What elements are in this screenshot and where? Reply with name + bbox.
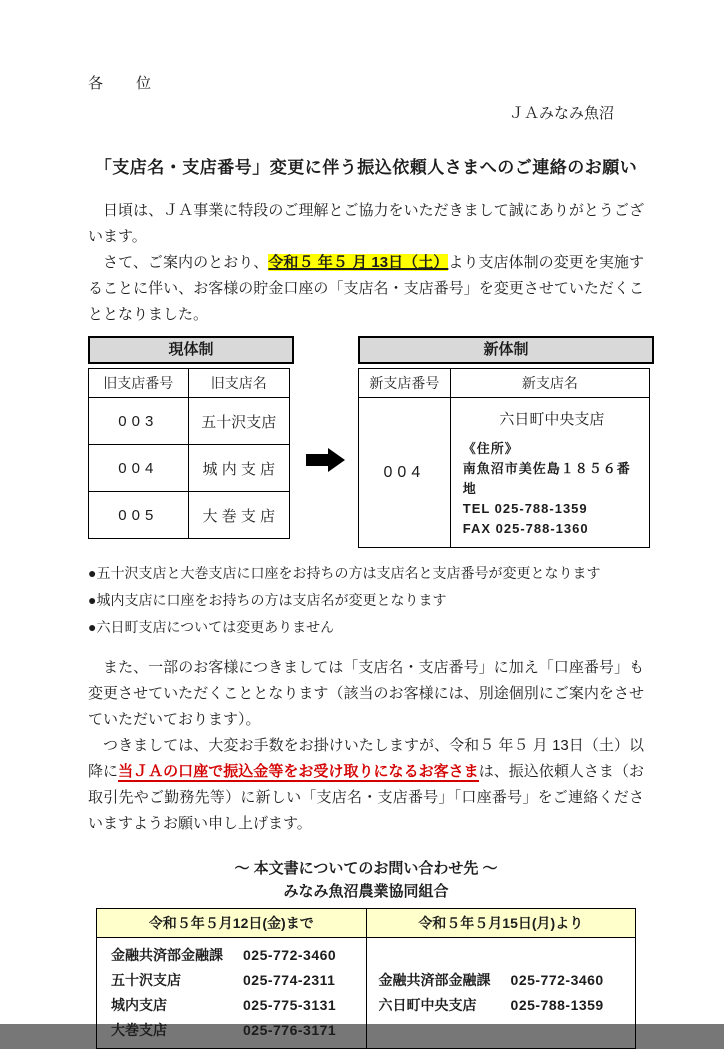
current-system-block [88, 336, 294, 539]
list-item: ●五十沢支店と大巻支店に口座をお持ちの方は支店名と支店番号が変更となります [88, 565, 601, 581]
date-highlight: 令和５ 年５ 月 13日（土） [268, 254, 449, 271]
address-label: 《住所》 [462, 441, 519, 456]
intro-line-2-before: さて、ご案内のとおり、 [88, 254, 269, 271]
contact-after-header: 令和５年５月15日(月)より [366, 909, 635, 938]
sender-name: ＪＡみなみ魚沼 [508, 105, 614, 122]
current-system-caption: 現体制 [88, 336, 294, 364]
contact-phone: 025-774-2311 [243, 972, 336, 988]
recipient-line: 各 位 [88, 75, 153, 92]
contact-before-cell [97, 938, 367, 1049]
list-item: ●六日町支店については変更ありません [88, 619, 335, 635]
contact-before-header: 令和５年５月12日(金)まで [97, 909, 367, 938]
contact-after-cell [366, 938, 635, 1049]
table-row [89, 398, 290, 445]
body-paragraph [88, 655, 644, 837]
arrow-head [328, 448, 345, 472]
current-system-table [88, 368, 290, 539]
contact-row [111, 993, 366, 1018]
contact-phone: 025-772-3460 [510, 972, 604, 988]
new-system-table [358, 368, 650, 548]
old-branch-name: 城 内 支 店 [188, 445, 289, 492]
body-request-before: つきましては、大変お手数をお掛けいたしますが、令和５ 年５ 月 13日（土）以降に [88, 737, 644, 780]
arrow-shaft [306, 454, 328, 466]
old-branch-number-header: 旧支店番号 [89, 369, 189, 398]
new-branch-number: 004 [359, 398, 451, 548]
body-paragraph-account-note: また、一部のお客様につきましては「支店名・支店番号」に加え「口座番号」も変更させていただくこととなります（該当のお客様には、別途個別にご案内をさせていただいております）。 [88, 659, 644, 728]
contact-organization: みなみ魚沼農業協同組合 [283, 883, 449, 900]
old-branch-name: 五十沢支店 [188, 398, 289, 445]
contact-phone: 025-772-3460 [243, 947, 337, 963]
new-system-block [358, 336, 654, 548]
new-branch-name: 六日町中央支店 [499, 411, 605, 428]
contact-row [111, 943, 366, 968]
old-branch-number: 004 [89, 445, 189, 492]
old-branch-name: 大 巻 支 店 [188, 492, 289, 539]
table-row [89, 445, 290, 492]
old-branch-number: 003 [89, 398, 189, 445]
list-item: ●城内支店に口座をお持ちの方は支店名が変更となります [88, 592, 447, 608]
intro-paragraph [88, 198, 644, 328]
contact-name: 大巻支店 [111, 1022, 167, 1038]
branch-tel: TEL 025-788-1359 [462, 501, 588, 516]
new-branch-details [450, 398, 649, 548]
table-row [89, 492, 290, 539]
contact-row [379, 993, 635, 1018]
intro-line-1: 日頃は、ＪＡ事業に特段のご理解とご協力をいただきまして誠にありがとうございます。 [88, 202, 644, 245]
notes-list [88, 560, 644, 641]
right-arrow-icon [306, 448, 345, 472]
document-title: 「支店名・支店番号」変更に伴う振込依頼人さまへのご連絡のお願い [94, 158, 638, 177]
contact-table [96, 908, 636, 1049]
new-branch-number-header: 新支店番号 [359, 369, 451, 398]
old-branch-name-header: 旧支店名 [188, 369, 289, 398]
old-branch-number: 005 [89, 492, 189, 539]
body-request-after: は、振込依頼人さま（お取引先やご勤務先等）に新しい「支店名・支店番号」「口座番号」をご連絡くださいますようお願い申し上げます。 [88, 763, 644, 832]
contact-name: 五十沢支店 [111, 972, 181, 988]
contact-phone: 025-788-1359 [510, 997, 604, 1013]
contact-phone: 025-776-3171 [243, 1022, 337, 1038]
branch-fax: FAX 025-788-1360 [462, 521, 589, 536]
branch-comparison-section [88, 336, 644, 548]
table-row [359, 398, 650, 548]
contact-name: 金融共済部金融課 [378, 972, 491, 988]
new-branch-name-header: 新支店名 [450, 369, 649, 398]
contact-row [111, 1018, 366, 1043]
intro-line-2-after: より支店体制の変更を実施することに伴い、お客様の貯金口座の「支店名・支店番号」を変更させていただくこととなりました。 [88, 254, 644, 323]
contact-name: 城内支店 [111, 997, 167, 1013]
contact-row [379, 968, 635, 993]
branch-address: 南魚沼市美佐島１８５６番地 [462, 461, 631, 496]
contact-phone: 025-775-3131 [243, 997, 337, 1013]
contact-section-heading: ～ 本文書についてのお問い合わせ先 ～ [234, 860, 498, 877]
new-system-caption: 新体制 [358, 336, 654, 364]
contact-name: 六日町中央支店 [378, 997, 477, 1013]
red-emphasis-text: 当ＪＡの口座で振込金等をお受け取りになるお客さま [118, 763, 479, 780]
contact-name: 金融共済部金融課 [111, 947, 223, 963]
contact-row [111, 968, 366, 993]
